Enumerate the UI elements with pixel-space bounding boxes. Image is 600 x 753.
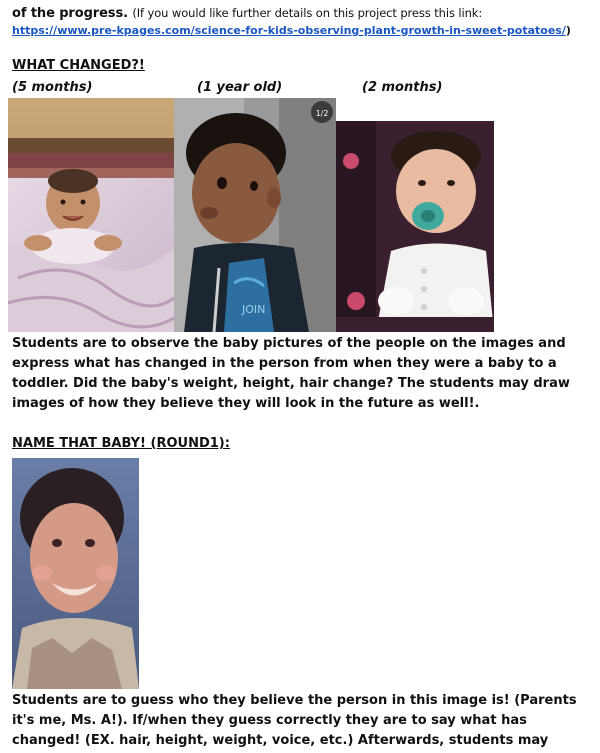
link-line [12,24,571,37]
age-label-3: (2 months) [362,80,443,95]
what-changed-paragraph [12,334,592,414]
paragraph-line: it's me, Ms. A!). If/when they guess correctly they are to say what has [12,713,527,728]
vintage-baby-photo [12,458,139,689]
paragraph-line: changed! (EX. hair, height, weight, voice, etc.) Afterwards, students may [12,733,549,748]
what-changed-heading: WHAT CHANGED?! [12,58,145,73]
svg-text:JOIN: JOIN [242,303,266,316]
intro-note: (If you would like further details on this project press this link: [132,6,483,20]
paragraph-line: images of how they believe they will look in the future as well!. [12,396,480,411]
paragraph-line: toddler. Did the baby's weight, height, hair change? The students may draw [12,376,570,391]
name-that-baby-paragraph [12,691,592,751]
link-close: ) [565,24,571,37]
name-that-baby-heading: NAME THAT BABY! (ROUND1): [12,436,230,451]
age-label-2: (1 year old) [197,80,283,95]
age-label-1: (5 months) [12,80,93,95]
baby-photo-5-months [8,98,174,332]
project-link[interactable]: https://www.pre-kpages.com/science-for-kids-observing-plant-growth-in-sweet-potatoes/ [12,24,566,37]
baby-photo-2-months [336,121,494,332]
paragraph-line: Students are to guess who they believe the person in this image is! (Parents [12,693,577,708]
paragraph-line: express what has changed in the person from when they were a baby to a [12,356,557,371]
paragraph-line: Students are to observe the baby pictures of the people on the images and [12,336,566,351]
gallery-badge: 1/2 [315,109,329,118]
intro-lead: of the progress. [12,6,128,21]
intro-line [12,6,482,21]
baby-photo-1-year [174,98,336,332]
